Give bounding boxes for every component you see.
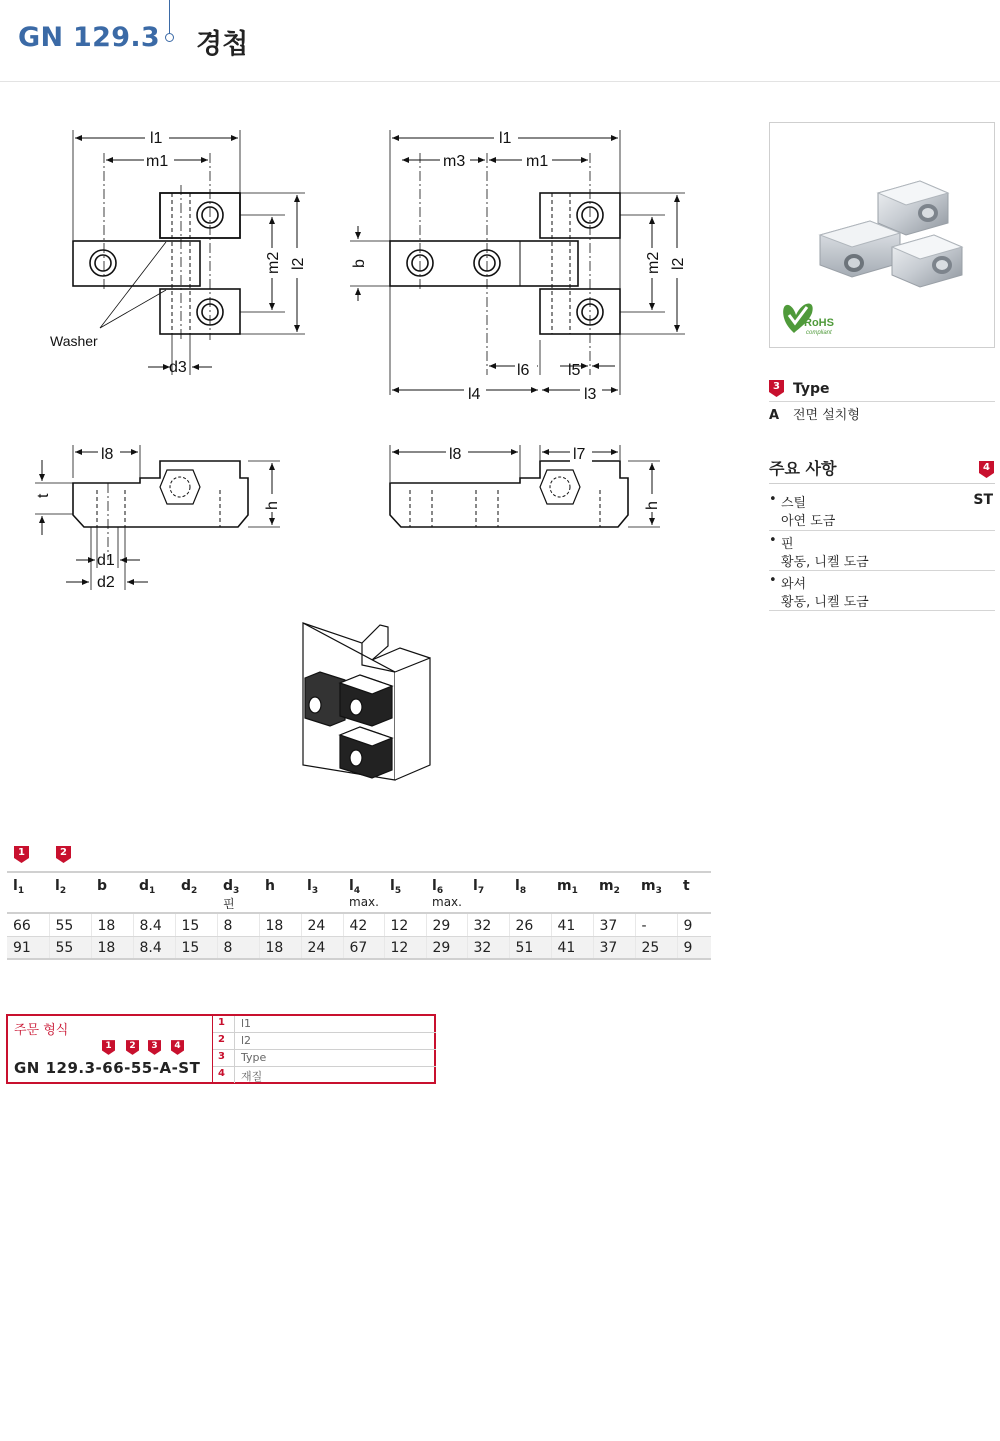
header-symbol: t bbox=[683, 878, 690, 894]
features-divider bbox=[769, 483, 995, 484]
feature-item-washer bbox=[769, 571, 995, 611]
drawing-side-view-right bbox=[390, 442, 661, 527]
label-m2-view1: m2 bbox=[265, 251, 282, 274]
header-symbol: m bbox=[557, 878, 572, 894]
header-subscript: 2 bbox=[613, 886, 620, 896]
hinge-photo-illustration bbox=[770, 123, 994, 347]
table-cell: 9 bbox=[677, 936, 711, 959]
table-cell: 8.4 bbox=[133, 913, 175, 936]
label-l2-view2: l2 bbox=[670, 257, 687, 270]
bullet: • bbox=[769, 533, 777, 548]
feature-desc: 황동, 니켈 도금 bbox=[781, 595, 869, 610]
header-subscript: 2 bbox=[59, 886, 67, 896]
rohs-text: RoHS bbox=[804, 317, 834, 329]
order-badge-3: 3 bbox=[148, 1040, 163, 1057]
table-cell: 29 bbox=[426, 913, 467, 936]
header-symbol: l bbox=[55, 878, 60, 894]
rohs-logo bbox=[783, 303, 834, 336]
table-cell: 29 bbox=[426, 936, 467, 959]
technical-drawing bbox=[0, 0, 740, 800]
feature-name: 와셔 bbox=[781, 577, 807, 592]
label-b: b bbox=[351, 259, 368, 268]
table-header-cell bbox=[133, 872, 175, 913]
type-heading: Type bbox=[793, 381, 830, 397]
table-badge-l2: 2 bbox=[56, 846, 71, 863]
feature-item-steel bbox=[769, 490, 995, 531]
label-l3: l3 bbox=[584, 386, 597, 403]
table-cell: 15 bbox=[175, 913, 217, 936]
table-cell: 12 bbox=[384, 913, 426, 936]
order-code: GN 129.3-66-55-A-ST bbox=[14, 1059, 201, 1077]
header-subscript: 2 bbox=[191, 886, 198, 896]
table-header-cell bbox=[217, 872, 259, 913]
header-symbol: b bbox=[97, 878, 108, 894]
label-l8-view4: l8 bbox=[449, 446, 462, 463]
material-badge-icon: 4 bbox=[979, 461, 994, 478]
legend-num: 1 bbox=[218, 1017, 225, 1028]
table-cell: 8.4 bbox=[133, 936, 175, 959]
header-symbol: l bbox=[307, 878, 312, 894]
legend-num: 4 bbox=[218, 1068, 225, 1079]
label-d3: d3 bbox=[169, 359, 187, 376]
header-subscript: 5 bbox=[394, 886, 402, 896]
header-subscript: 1 bbox=[17, 886, 25, 896]
table-header-cell bbox=[467, 872, 509, 913]
label-m1-view2: m1 bbox=[526, 153, 549, 170]
header-symbol: m bbox=[641, 878, 656, 894]
order-title: 주문 형식 bbox=[14, 1023, 69, 1038]
feature-desc: 아연 도금 bbox=[781, 514, 836, 529]
table-row bbox=[7, 936, 711, 959]
drawing-front-view-left bbox=[50, 126, 307, 376]
legend-label: l2 bbox=[241, 1034, 252, 1047]
order-legend-row bbox=[213, 1067, 436, 1082]
table-cell: 26 bbox=[509, 913, 551, 936]
header-subscript: 3 bbox=[655, 886, 662, 896]
drawing-front-view-right bbox=[350, 126, 687, 403]
feature-item-pin bbox=[769, 531, 995, 571]
table-header-cell bbox=[677, 872, 711, 913]
type-item-a bbox=[769, 404, 860, 423]
rohs-subtext: compliant bbox=[806, 330, 832, 336]
header-symbol: l bbox=[390, 878, 395, 894]
feature-name: 핀 bbox=[781, 537, 794, 552]
label-m3: m3 bbox=[443, 153, 466, 170]
type-code: A bbox=[769, 408, 780, 423]
label-m2-view2: m2 bbox=[645, 251, 662, 274]
header-symbol: d bbox=[223, 878, 234, 894]
table-badge-l1: 1 bbox=[14, 846, 29, 863]
label-l6: l6 bbox=[517, 362, 530, 379]
header-symbol: d bbox=[181, 878, 192, 894]
table-cell: 32 bbox=[467, 936, 509, 959]
table-cell: 37 bbox=[593, 936, 635, 959]
table-header-row bbox=[7, 872, 711, 913]
table-cell: 18 bbox=[91, 913, 133, 936]
table-cell: 12 bbox=[384, 936, 426, 959]
label-t-view3: t bbox=[35, 493, 52, 498]
table-cell: 32 bbox=[467, 913, 509, 936]
label-l1-view2: l1 bbox=[499, 130, 512, 147]
product-photo bbox=[769, 122, 995, 348]
product-title: 경첩 bbox=[196, 29, 249, 60]
table-cell: 18 bbox=[91, 936, 133, 959]
label-h-view3: h bbox=[264, 501, 281, 510]
order-example-box bbox=[6, 1014, 436, 1084]
table-cell: 42 bbox=[343, 913, 384, 936]
legend-num: 2 bbox=[218, 1034, 225, 1045]
label-l2-view1: l2 bbox=[290, 257, 307, 270]
label-l5: l5 bbox=[568, 362, 581, 379]
table-header-cell bbox=[49, 872, 91, 913]
label-d2: d2 bbox=[97, 574, 115, 591]
header-note: max. bbox=[432, 895, 462, 909]
label-l1-view1: l1 bbox=[150, 130, 163, 147]
header-symbol: d bbox=[139, 878, 150, 894]
table-cell: 51 bbox=[509, 936, 551, 959]
table-cell: 24 bbox=[301, 936, 343, 959]
header-symbol: h bbox=[265, 878, 275, 894]
table-header-cell bbox=[593, 872, 635, 913]
table-cell: 91 bbox=[7, 936, 49, 959]
header-note: 핀 bbox=[223, 897, 235, 911]
header-symbol: l bbox=[349, 878, 354, 894]
table-cell: 8 bbox=[217, 913, 259, 936]
table-cell: 67 bbox=[343, 936, 384, 959]
table-header-cell bbox=[7, 872, 49, 913]
header-symbol: l bbox=[432, 878, 437, 894]
table-cell: 55 bbox=[49, 936, 91, 959]
table-cell: 24 bbox=[301, 913, 343, 936]
table-cell: 66 bbox=[7, 913, 49, 936]
header-subscript: 3 bbox=[311, 886, 319, 896]
table-header-cell bbox=[91, 872, 133, 913]
label-l7: l7 bbox=[573, 446, 586, 463]
label-washer: Washer bbox=[50, 333, 98, 349]
table-cell: 41 bbox=[551, 936, 593, 959]
order-badge-4: 4 bbox=[171, 1040, 186, 1057]
table-header-cell bbox=[426, 872, 467, 913]
table-header-cell bbox=[384, 872, 426, 913]
installation-sketch bbox=[303, 623, 430, 780]
table-row bbox=[7, 913, 711, 936]
table-cell: 9 bbox=[677, 913, 711, 936]
table-header-cell bbox=[259, 872, 301, 913]
label-h-view4: h bbox=[644, 501, 661, 510]
dimension-table bbox=[7, 871, 711, 960]
bullet: • bbox=[769, 573, 777, 588]
header-subscript: 6 bbox=[436, 886, 444, 896]
legend-label: 재질 bbox=[241, 1070, 263, 1083]
feature-name: 스틸 bbox=[781, 496, 807, 511]
table-cell: 18 bbox=[259, 913, 301, 936]
label-m1-view1: m1 bbox=[146, 153, 169, 170]
order-legend-row bbox=[213, 1050, 436, 1067]
type-section-header bbox=[769, 378, 995, 402]
table-cell: 25 bbox=[635, 936, 677, 959]
header-subscript: 1 bbox=[149, 886, 156, 896]
drawing-side-view-left bbox=[35, 442, 281, 591]
table-header-cell bbox=[175, 872, 217, 913]
label-l8-view3: l8 bbox=[101, 446, 114, 463]
table-header-cell bbox=[509, 872, 551, 913]
order-badge-1: 1 bbox=[102, 1040, 117, 1057]
header-subscript: 3 bbox=[233, 886, 240, 896]
table-cell: 15 bbox=[175, 936, 217, 959]
product-code: GN 129.3 bbox=[18, 22, 160, 53]
header-symbol: m bbox=[599, 878, 614, 894]
legend-num: 3 bbox=[218, 1051, 225, 1062]
label-d1: d1 bbox=[97, 552, 115, 569]
header-subscript: 1 bbox=[571, 886, 578, 896]
table-cell: - bbox=[635, 913, 677, 936]
header-subscript: 4 bbox=[353, 886, 361, 896]
legend-label: l1 bbox=[241, 1017, 252, 1030]
order-legend-row bbox=[213, 1033, 436, 1050]
table-cell: 55 bbox=[49, 913, 91, 936]
feature-desc: 황동, 니켈 도금 bbox=[781, 555, 869, 570]
table-header-cell bbox=[635, 872, 677, 913]
table-cell: 37 bbox=[593, 913, 635, 936]
table-header-cell bbox=[551, 872, 593, 913]
legend-label: Type bbox=[241, 1051, 267, 1064]
table-header-cell bbox=[343, 872, 384, 913]
features-heading: 주요 사항 bbox=[769, 459, 837, 478]
table-header-cell bbox=[301, 872, 343, 913]
type-desc: 전면 설치형 bbox=[793, 408, 860, 423]
table-cell: 18 bbox=[259, 936, 301, 959]
header-symbol: l bbox=[515, 878, 520, 894]
header-symbol: l bbox=[13, 878, 18, 894]
type-badge-icon: 3 bbox=[769, 380, 784, 397]
table-cell: 8 bbox=[217, 936, 259, 959]
label-l4: l4 bbox=[468, 386, 481, 403]
header-subscript: 7 bbox=[477, 886, 485, 896]
header-subscript: 8 bbox=[519, 886, 527, 896]
table-cell: 41 bbox=[551, 913, 593, 936]
bullet: • bbox=[769, 492, 777, 507]
header-symbol: l bbox=[473, 878, 478, 894]
header-note: max. bbox=[349, 895, 379, 909]
order-badge-2: 2 bbox=[126, 1040, 141, 1057]
feature-code: ST bbox=[973, 492, 993, 508]
order-legend-row bbox=[213, 1016, 436, 1033]
